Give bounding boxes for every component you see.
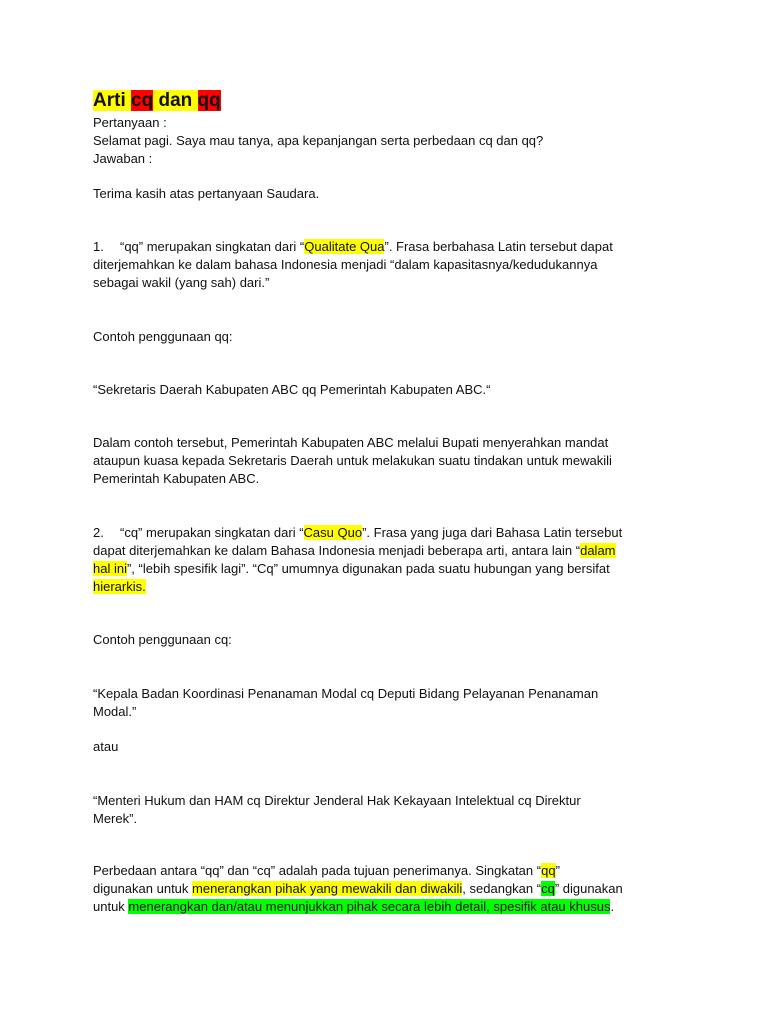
point2-example1-line2: Modal.” <box>93 704 137 719</box>
point2-line4 <box>93 578 146 596</box>
point2-number: 2. <box>93 525 104 540</box>
highlight-cq: cq <box>541 881 555 896</box>
point1-explain-line3: Pemerintah Kabupaten ABC. <box>93 471 260 486</box>
point2-example2-line1: “Menteri Hukum dan HAM cq Direktur Jenderal Hak Kekayaan Intelektual cq Direktur <box>93 793 581 808</box>
highlight-qualitate-qua: Qualitate Qua <box>304 239 385 254</box>
highlight-qq: qq <box>541 863 556 878</box>
point2-line3: hal ini”, “lebih spesifik lagi”. “Cq” umumnya digunakan pada suatu hubungan yang bersifat <box>93 561 610 576</box>
highlight-hal-ini: hal ini <box>93 561 127 576</box>
point1-number: 1. <box>93 239 104 254</box>
point2-line2: dapat diterjemahkan ke dalam Bahasa Indonesia menjadi beberapa arti, antara lain “dalam <box>93 543 616 558</box>
title-word-cq: cq <box>131 90 154 111</box>
point2-or: atau <box>93 739 119 754</box>
difference-line3: untuk menerangkan dan/atau menunjukkan pihak secara lebih detail, spesifik atau khusus. <box>93 899 615 914</box>
question-label: Pertanyaan : <box>93 115 167 130</box>
highlight-mewakili-diwakili: menerangkan pihak yang mewakili dan diwakili <box>192 881 463 896</box>
point2-example1-line1: “Kepala Badan Koordinasi Penanaman Modal cq Deputi Bidang Pelayanan Penanaman <box>93 686 599 701</box>
point1-example: “Sekretaris Daerah Kabupaten ABC qq Pemerintah Kabupaten ABC.“ <box>93 382 491 397</box>
answer-label: Jawaban : <box>93 151 153 166</box>
thanks-text: Terima kasih atas pertanyaan Saudara. <box>93 186 320 201</box>
question-text: Selamat pagi. Saya mau tanya, apa kepanjangan serta perbedaan cq dan qq? <box>93 133 544 148</box>
point1-explain-line2: ataupun kuasa kepada Sekretaris Daerah untuk melakukan suatu tindakan untuk mewakili <box>93 453 612 468</box>
point2-example-label: Contoh penggunaan cq: <box>93 632 232 647</box>
highlight-lebih-detail: menerangkan dan/atau menunjukkan pihak secara lebih detail, spesifik atau khusus <box>128 899 611 914</box>
title-word-arti: Arti <box>93 90 126 111</box>
highlight-dalam: dalam <box>580 543 616 558</box>
document-title <box>93 88 221 114</box>
point1-line1: 1. “qq” merupakan singkatan dari “Qualitate Qua”. Frasa berbahasa Latin tersebut dapat <box>93 239 613 254</box>
highlight-hierarkis: hierarkis. <box>93 579 146 594</box>
title-word-qq: qq <box>197 90 221 111</box>
point1-line2: diterjemahkan ke dalam bahasa Indonesia menjadi “dalam kapasitasnya/kedudukannya <box>93 257 598 272</box>
point1-explain-line1: Dalam contoh tersebut, Pemerintah Kabupaten ABC melalui Bupati menyerahkan mandat <box>93 435 609 450</box>
highlight-casu-quo: Casu Quo <box>303 525 363 540</box>
point2-line1: 2. “cq” merupakan singkatan dari “Casu Quo”. Frasa yang juga dari Bahasa Latin tersebut <box>93 525 623 540</box>
difference-line2: digunakan untuk menerangkan pihak yang mewakili dan diwakili, sedangkan “cq” digunakan <box>93 881 623 896</box>
point1-example-label: Contoh penggunaan qq: <box>93 329 233 344</box>
difference-line1: Perbedaan antara “qq” dan “cq” adalah pada tujuan penerimanya. Singkatan “qq” <box>93 863 560 878</box>
title-word-dan: dan <box>158 90 193 111</box>
point1-line3: sebagai wakil (yang sah) dari.” <box>93 275 270 290</box>
point2-example2-line2: Merek”. <box>93 811 138 826</box>
